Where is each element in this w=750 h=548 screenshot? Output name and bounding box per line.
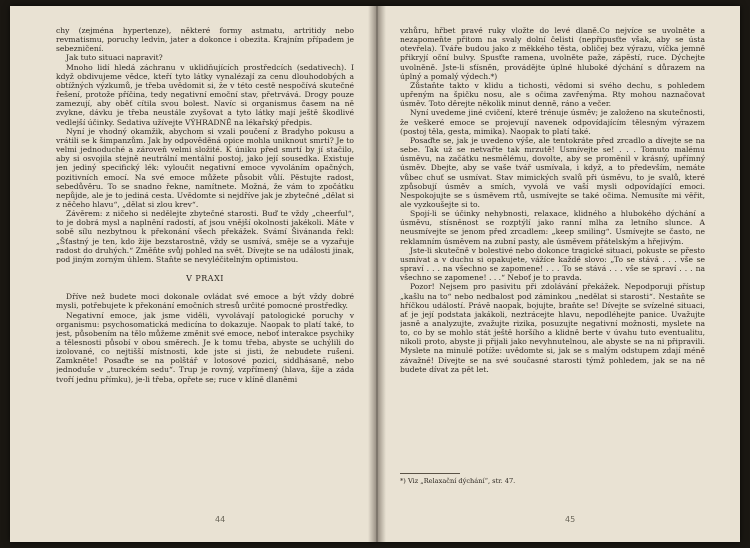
footnote: *) Viz „Relaxační dýchání“, str. 47. — [400, 477, 516, 485]
paragraph: Posaďte se, jak je uvedeno výše, ale tentokráte před zrcadlo a dívejte se na sebe. Tak už se netvařte tak mrzutě! Usmívejte se! . . . Tomuto malému úsměvu, na začátku nesmělému, dovolte, aby se proměnil v krásný, upřímný úsměv. Dbejte, aby se vaše tvář usmívala, i když, a to především, nemáte vůbec chuť se usmívat. Stav mimických svalů při úsměvu, to je svalů, které způsobují úsměv a smích, vyvolá ve vaší mysli odpovídající emoci. Nespokojujte se s úsměvem rtů, usmívejte se také očima. Nemusíte mi věřit, ale vyzkoušejte si to. — [400, 135, 705, 209]
paragraph: Jste-li skutečně v bolestivé nebo dokonce tragické situaci, pokuste se přesto usmívat a v duchu si opakujete, vážíce každé slovo: „To se stává . . . vše se spraví . . . na všechno se zapomene! . . . To se stává . . . vše se spraví . . . na všechno se zapomene! . . .“ Neboť je to pravda. — [400, 245, 705, 283]
paragraph: Pozor! Nejsem pro pasivitu při zdolávání překážek. Nepodporuji přístup „kašlu na to“ nebo nedbalost pod záminkou „nedělat si starosti“. Nestaňte se hříčkou událostí. Právě naopak, bojujte, braňte se! Dívejte se svízelné situaci, ať je její podstata jakákoli, neztrácejte hlavu, nepodléhejte panice. Uvažujte jasně a analyzujte, zvažujte rizika, posuzujte negativní možnosti, myslete na to, co by se mohlo stát ještě horšího a klidně berte v úvahu tuto eventualitu, nikoli proto, abyste ji přijali jako nevyhnutelnou, ale abyste se na ni připravili. Myslete na minulé potíže: uvědomte si, jak se s malým odstupem zdají méně závažné! Dívejte se na své současné starosti týmž pohledem, jak se na ně budete dívat za pět let. — [400, 282, 705, 374]
paragraph: Mnoho lidí hledá záchranu v uklidňujících prostředcích (sedativech). I když obdivujeme vědce, kteří tyto látky vynalézají za cenu dlouhodobých a obtížných výzkumů, je třeba uvědomit si, že v této cestě nespočívá skutečné řešení, protože příčina, tedy negativní emoční stav, přetrvává. Drogy pouze zamezují, aby oběť cítila svou bolest. Navíc si organismus časem na ně zvykne, dávku je třeba neustále zvyšovat a tyto látky mají ještě škodlivé vedlejší účinky. Sedativa užívejte VÝHRADNĚ na lékařský předpis. — [56, 62, 354, 127]
book-gutter — [368, 6, 386, 542]
footnote-rule — [400, 473, 460, 474]
left-page — [56, 26, 354, 516]
paragraph: Dříve než budete moci dokonale ovládat své emoce a být vždy dobré mysli, potřebujete k překonání emočních stresů určité pomocné prostředky. — [56, 292, 354, 311]
paragraph: Zůstaňte takto v klidu a tichosti, vědomi si svého dechu, s pohledem upřeným na špičku nosu, ale s očima zavřenýma. Rty mohou naznačovat úsměv. Toto děrejte několik minut denně, ráno a večer. — [400, 80, 705, 109]
paragraph: Nyní je vhodný okamžik, abychom si vzali poučení z Bradyho pokusu a vrátili se k šimpanzům. Jak by odpověděná opice mohla uniknout smrti? Je to velmi jednoduché a zároveň velmi složité. K úniku před smrtí by jí stačilo, aby si osvojila stejně neutrální mentální postoj, jako její sousedka. Existuje jen jediný specifický lék: vyloučit negativní emoce vyvoláním opačných, pozitivních emocí. Na své emoce můžete působit vůlí. Pěstujte radost, sebedůvěru. To se snadno řekne, namítnete. Možná, že vám to zpočátku nepůjde, ale je to jediná cesta. Uvědomte si nejdříve jak je zbytečné „dělat si z něčeho hlavu“, „dělat si zlou krev“. — [56, 126, 354, 209]
paragraph: Negativní emoce, jak jsme viděli, vyvolávají patologické poruchy v organismu: psychosomatická medicína to dokazuje. Naopak to platí také, to jest, působením na tělo můžeme změnit své emoce, neboť interakce psychiky a tělesnosti působí v obou směrech. Je k tomu třeba, abyste se uchýlili do izolované, co nejtišší místnosti, kde jste si jisti, že nebudete rušeni. Zamkněte! Posaďte se na polštář v lotosové pozici, siddhásaně, nebo jednoduše v „tureckém sedu“. Trup je rovný, vzpřímený (hlava, šíje a záda tvoří jednu přímku), je-li třeba, opřete se; ruce v klíně dlaněmi — [56, 310, 354, 384]
right-page — [400, 26, 705, 516]
book-spread — [10, 6, 740, 542]
paragraph: Jak tuto situaci napravit? — [66, 53, 163, 63]
page-number-right: 45 — [565, 515, 576, 524]
paragraph: Nyní uvedeme jiné cvičení, které trénuje úsměv; je založeno na skutečnosti, že veškeré emoce se projevují navenek odpovídajícím tělesným výrazem (postoj těla, gesta, mimika). Naopak to platí také. — [400, 108, 705, 136]
paragraph: Závěrem: z ničeho si nedělejte zbytečné starosti. Buď te vždy „cheerful“, to je dobrá mysl a naplnění radostí, ať jsou vnější okolnosti jakékoli. Máte v sobě sílu nezbytnou k překonání všech překážek. Svámí Šivánanda řekl: „Šťastný je ten, kdo žije bezstarostně, vždy se usmívá, směje se a vyzařuje radost do druhých.“ Změňte svůj pohled na svět. Dívejte se na události jinak, pod jiným zorným úhlem. Staňte se nevyléčitelným optimistou. — [56, 209, 354, 264]
paragraph: chy (zejména hypertenze), některé formy astmatu, artritidy nebo revmatismu, poruchy ledvin, jater a dokonce i obezita. Krajním případem je sebezničení. — [56, 26, 354, 54]
page-number-left: 44 — [215, 515, 226, 524]
paragraph: vzhůru, hřbet pravé ruky vložte do levé dlaně.Co nejvíce se uvolněte a nezapomeňte přitom na svaly dolní čelisti (nepřipusťte však, aby se ústa otevřela). Tváře budou jako z měkkého těsta, obličej bez výrazu, víčka jemně přikryjí oční bulvy. Spusťte ramena, uvolněte paže, zápěstí, ruce. Dýchejte uvolněně. Jste-li sťísněn, provádějte úplné hluboké dýchání s důrazem na úplný a pomalý výdech.*) — [400, 26, 705, 81]
paragraph: Spojí-li se účinky nehybnosti, relaxace, klidného a hlubokého dýchání a úsměvu, stísněnost se rozptýlí jako ranní mlha za letního slunce. A neusmívejte se jenom před zrcadlem: „keep smiling“. Usmívejte se často, ne reklamním úsměvem na zubní pasty, ale úsměvem přátelským a hřejivým. — [400, 209, 705, 246]
section-heading: V PRAXI — [186, 274, 224, 284]
